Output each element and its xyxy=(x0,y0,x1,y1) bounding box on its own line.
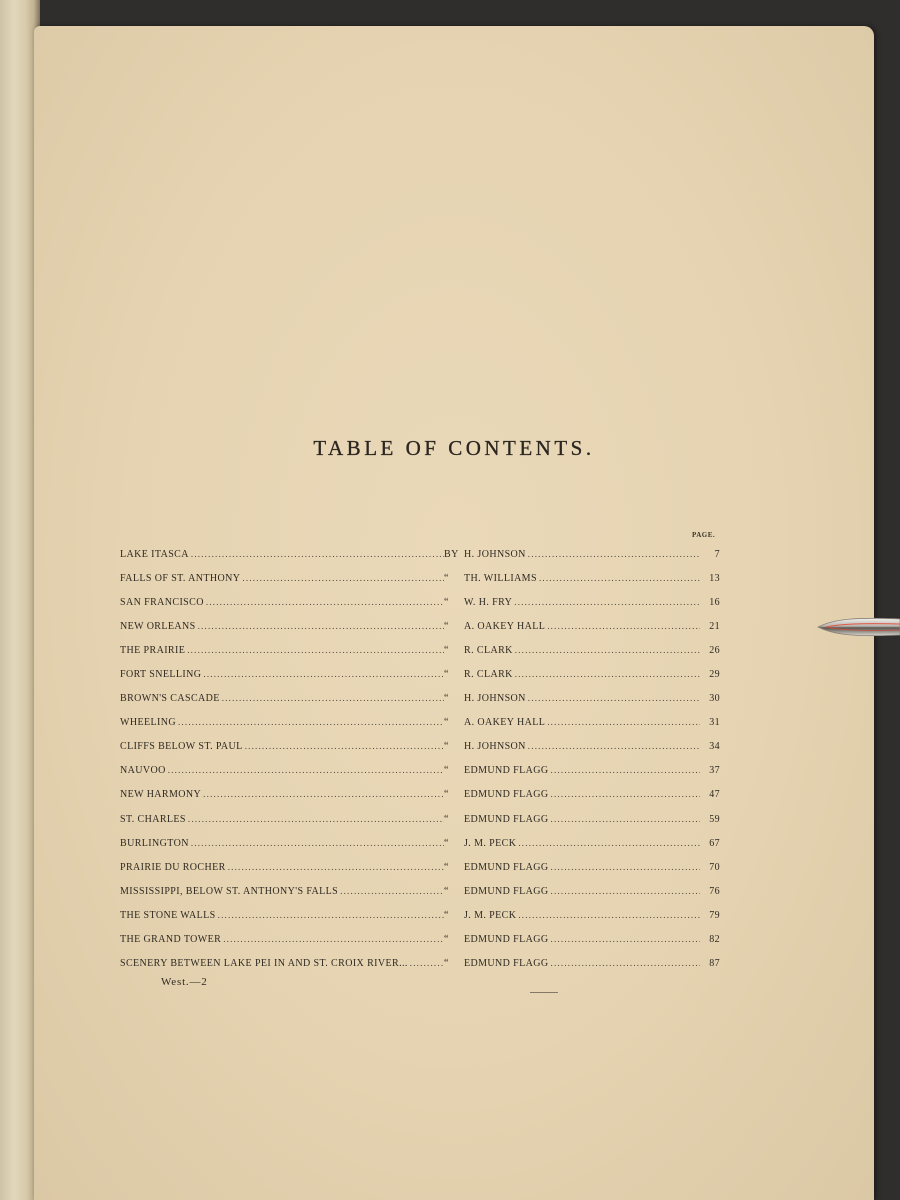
toc-entry-author: J. M. PECK xyxy=(464,909,517,921)
toc-entry xyxy=(120,590,720,614)
toc-title-cell xyxy=(120,573,444,584)
toc-title-cell xyxy=(120,934,444,945)
toc-entry-title: BROWN'S CASCADE xyxy=(120,693,220,705)
toc-entry-page: 16 xyxy=(709,596,720,608)
toc-entry-page: 13 xyxy=(709,572,720,584)
toc-entry-by: “ xyxy=(444,741,449,753)
dot-leader xyxy=(240,573,444,584)
dot-leader xyxy=(549,765,700,776)
dot-leader xyxy=(545,621,700,632)
toc-entry-author: R. CLARK xyxy=(464,644,513,656)
toc-entry-page: 76 xyxy=(709,885,720,897)
dot-leader xyxy=(526,693,700,704)
ink-mark xyxy=(530,988,558,993)
toc-entry-by: “ xyxy=(444,837,449,849)
toc-title-cell xyxy=(120,814,444,825)
toc-entry-by: “ xyxy=(444,885,449,897)
toc-author-cell xyxy=(464,765,700,776)
toc-entry-by: “ xyxy=(444,693,449,705)
toc-author-cell xyxy=(464,862,700,873)
toc-entry xyxy=(120,855,720,879)
toc-entry-by: “ xyxy=(444,620,449,632)
dot-leader xyxy=(189,838,444,849)
dot-leader xyxy=(537,573,700,584)
page-title: TABLE OF CONTENTS. xyxy=(313,436,595,460)
toc-title-cell xyxy=(120,910,444,921)
toc-author-cell xyxy=(464,934,700,945)
dot-leader xyxy=(549,886,700,897)
dot-leader xyxy=(513,669,700,680)
toc-entry-title: PRAIRIE DU ROCHER xyxy=(120,861,226,873)
dot-leader xyxy=(526,741,700,752)
contents-list xyxy=(120,542,720,976)
toc-entry-title: THE GRAND TOWER xyxy=(120,934,222,946)
page-column-label: PAGE. xyxy=(692,531,716,539)
toc-title-cell xyxy=(120,765,444,776)
toc-author-cell xyxy=(464,717,700,728)
toc-entry-by: “ xyxy=(444,717,449,729)
toc-author-cell xyxy=(464,789,700,800)
toc-entry-author: H. JOHNSON xyxy=(464,548,526,560)
toc-entry-page: 70 xyxy=(709,861,720,873)
dot-leader xyxy=(545,717,700,728)
toc-entry-author: EDMUND FLAGG xyxy=(464,885,549,897)
toc-entry-author: H. JOHNSON xyxy=(464,741,526,753)
dot-leader xyxy=(176,717,444,728)
toc-entry xyxy=(120,687,720,711)
toc-title-cell xyxy=(120,789,444,800)
dot-leader xyxy=(516,910,700,921)
toc-entry xyxy=(120,807,720,831)
toc-entry-by: “ xyxy=(444,958,449,970)
toc-title-cell xyxy=(120,741,444,752)
toc-author-cell xyxy=(464,814,700,825)
signature-mark: West.—2 xyxy=(161,976,208,988)
toc-entry-author: J. M. PECK xyxy=(464,837,517,849)
toc-entry-by: “ xyxy=(444,934,449,946)
toc-entry-by: “ xyxy=(444,861,449,873)
toc-entry xyxy=(120,711,720,735)
dot-leader xyxy=(338,886,444,897)
toc-author-cell xyxy=(464,741,700,752)
toc-entry-author: H. JOHNSON xyxy=(464,693,526,705)
toc-entry-by: BY xyxy=(444,548,459,560)
toc-title-cell xyxy=(120,958,444,969)
dot-leader xyxy=(221,934,444,945)
toc-entry-author: EDMUND FLAGG xyxy=(464,813,549,825)
toc-entry-title: LAKE ITASCA xyxy=(120,548,189,560)
toc-entry xyxy=(120,759,720,783)
toc-entry-title: WHEELING xyxy=(120,717,176,729)
toc-entry-author: EDMUND FLAGG xyxy=(464,861,549,873)
toc-title-cell xyxy=(120,693,444,704)
toc-entry-page: 87 xyxy=(709,958,720,970)
toc-title-cell xyxy=(120,645,444,656)
toc-author-cell xyxy=(464,958,700,969)
dot-leader xyxy=(549,934,700,945)
toc-entry-title: NAUVOO xyxy=(120,765,166,777)
toc-entry-title: SCENERY BETWEEN LAKE PEI IN AND ST. CROIX RIVER... xyxy=(120,958,408,970)
toc-title-cell xyxy=(120,886,444,897)
toc-entry-title: MISSISSIPPI, BELOW ST. ANTHONY'S FALLS xyxy=(120,885,339,897)
toc-entry xyxy=(120,879,720,903)
dot-leader xyxy=(185,645,444,656)
toc-entry xyxy=(120,735,720,759)
toc-author-cell xyxy=(464,669,700,680)
toc-entry xyxy=(120,662,720,686)
dot-leader xyxy=(526,549,700,560)
toc-entry-author: EDMUND FLAGG xyxy=(464,934,549,946)
dot-leader xyxy=(186,814,444,825)
toc-entry-title: NEW ORLEANS xyxy=(120,620,196,632)
dot-leader xyxy=(549,814,700,825)
dot-leader xyxy=(408,958,444,969)
toc-entry-author: EDMUND FLAGG xyxy=(464,789,549,801)
dot-leader xyxy=(196,621,444,632)
toc-entry-page: 21 xyxy=(709,620,720,632)
toc-author-cell xyxy=(464,693,700,704)
toc-entry xyxy=(120,614,720,638)
dot-leader xyxy=(189,549,444,560)
toc-entry xyxy=(120,928,720,952)
toc-author-cell xyxy=(464,597,700,608)
toc-entry-page: 30 xyxy=(709,693,720,705)
dot-leader xyxy=(513,645,700,656)
toc-entry-page: 34 xyxy=(709,741,720,753)
toc-entry-title: FALLS OF ST. ANTHONY xyxy=(120,572,241,584)
book-page xyxy=(34,26,874,1200)
dot-leader xyxy=(220,693,444,704)
toc-entry-by: “ xyxy=(444,644,449,656)
toc-title-cell xyxy=(120,862,444,873)
toc-entry-by: “ xyxy=(444,765,449,777)
toc-entry-by: “ xyxy=(444,813,449,825)
toc-entry xyxy=(120,783,720,807)
toc-title-cell xyxy=(120,838,444,849)
toc-author-cell xyxy=(464,621,700,632)
toc-entry-page: 37 xyxy=(709,765,720,777)
toc-entry-by: “ xyxy=(444,669,449,681)
toc-entry xyxy=(120,903,720,927)
dot-leader xyxy=(204,597,444,608)
toc-entry-title: CLIFFS BELOW ST. PAUL xyxy=(120,741,243,753)
toc-entry xyxy=(120,952,720,976)
toc-entry-title: NEW HARMONY xyxy=(120,789,202,801)
toc-entry-by: “ xyxy=(444,572,449,584)
dot-leader xyxy=(549,958,700,969)
dot-leader xyxy=(549,862,700,873)
toc-entry-title: BURLINGTON xyxy=(120,837,189,849)
toc-entry-page: 67 xyxy=(709,837,720,849)
toc-entry-page: 7 xyxy=(714,548,720,560)
toc-title-cell xyxy=(120,597,444,608)
dot-leader xyxy=(516,838,700,849)
toc-entry-author: W. H. FRY xyxy=(464,596,513,608)
toc-entry-author: TH. WILLIAMS xyxy=(464,572,537,584)
toc-entry-author: A. OAKEY HALL xyxy=(464,620,546,632)
dot-leader xyxy=(201,789,444,800)
toc-entry-author: EDMUND FLAGG xyxy=(464,958,549,970)
toc-entry-by: “ xyxy=(444,596,449,608)
toc-entry xyxy=(120,542,720,566)
toc-entry-by: “ xyxy=(444,789,449,801)
toc-author-cell xyxy=(464,910,700,921)
toc-entry-title: ST. CHARLES xyxy=(120,813,186,825)
toc-entry-by: “ xyxy=(444,909,449,921)
toc-entry xyxy=(120,566,720,590)
toc-entry-title: THE STONE WALLS xyxy=(120,909,216,921)
toc-entry-page: 31 xyxy=(709,717,720,729)
toc-entry-title: THE PRAIRIE xyxy=(120,644,186,656)
toc-author-cell xyxy=(464,573,700,584)
dot-leader xyxy=(512,597,700,608)
toc-title-cell xyxy=(120,717,444,728)
dot-leader xyxy=(549,789,700,800)
toc-entry-page: 47 xyxy=(709,789,720,801)
dot-leader xyxy=(201,669,444,680)
toc-entry-author: R. CLARK xyxy=(464,669,513,681)
toc-author-cell xyxy=(464,886,700,897)
toc-author-cell xyxy=(464,549,700,560)
toc-entry-page: 26 xyxy=(709,644,720,656)
dot-leader xyxy=(226,862,444,873)
toc-entry-author: A. OAKEY HALL xyxy=(464,717,546,729)
toc-entry-author: EDMUND FLAGG xyxy=(464,765,549,777)
toc-entry xyxy=(120,831,720,855)
toc-title-cell xyxy=(120,621,444,632)
toc-title-cell xyxy=(120,669,444,680)
dot-leader xyxy=(216,910,444,921)
toc-entry-title: FORT SNELLING xyxy=(120,669,202,681)
dot-leader xyxy=(166,765,444,776)
toc-entry-title: SAN FRANCISCO xyxy=(120,596,204,608)
toc-entry-page: 59 xyxy=(709,813,720,825)
pen-pointer-icon xyxy=(816,614,900,640)
dot-leader xyxy=(243,741,444,752)
toc-author-cell xyxy=(464,645,700,656)
toc-entry-page: 82 xyxy=(709,934,720,946)
toc-title-cell xyxy=(120,549,444,560)
toc-author-cell xyxy=(464,838,700,849)
toc-entry-page: 79 xyxy=(709,909,720,921)
toc-entry xyxy=(120,638,720,662)
toc-entry-page: 29 xyxy=(709,669,720,681)
